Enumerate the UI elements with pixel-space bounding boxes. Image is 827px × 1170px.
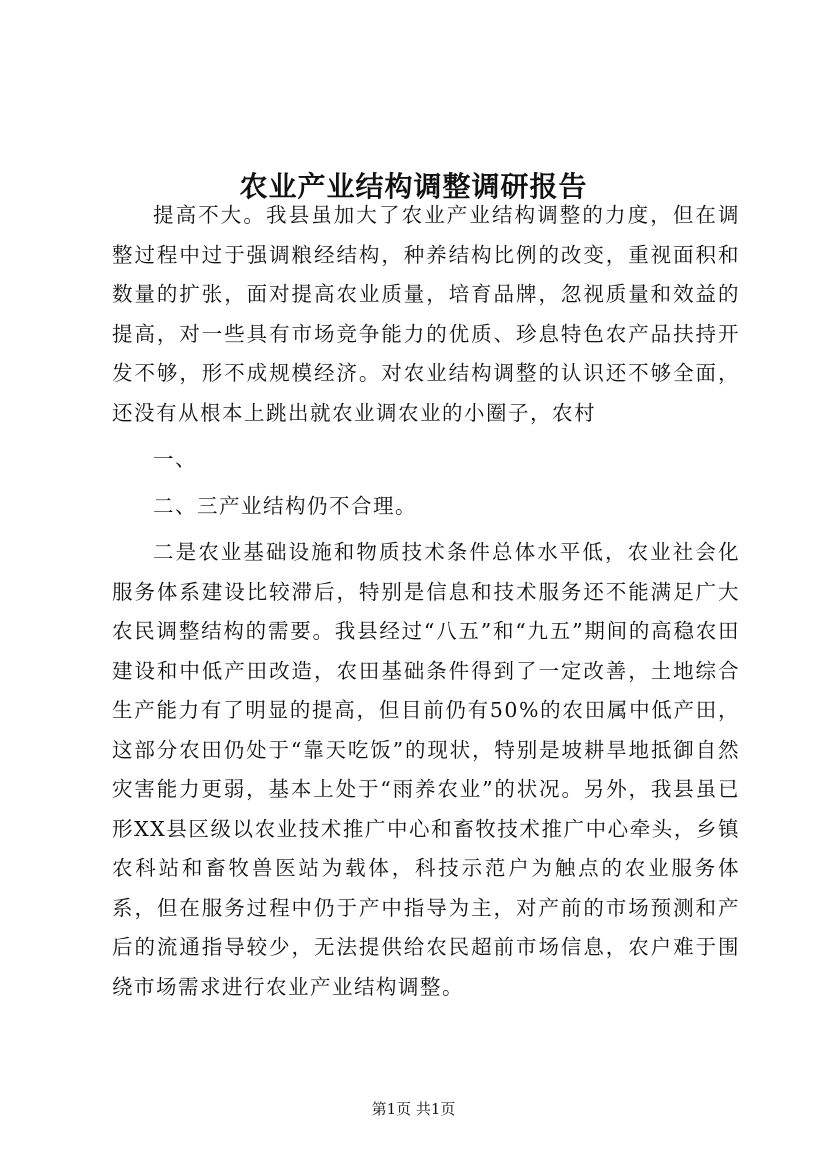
page-footer: 第1页 共1页 xyxy=(371,1100,456,1118)
page-title: 农业产业结构调整调研报告 xyxy=(239,169,588,203)
paragraph-3: 二、三产业结构仍不合理。 xyxy=(153,493,417,518)
paragraph-1: 提高不大。我县虽加大了农业产业结构调整的力度，但在调整过程中过于强调粮经结构，种养结构比例的改变，重视面积和数量的扩张，面对提高农业质量，培育品牌，忽视质量和效益的提高，对一些具有市场竞争能力的优质、珍息特色农产品扶持开发不够，形不成规模经济。对农业结构调整的认识还不够全面，还没有从根本上跳出就农业调农业的小圈子，农村 xyxy=(112,203,740,425)
paragraph-4: 二是农业基础设施和物质技术条件总体水平低，农业社会化服务体系建设比较滞后，特别是信息和技术服务还不能满足广大农民调整结构的需要。我县经过“八五”和“九五”期间的高稳农田建设和中低产田改造，农田基础条件得到了一定改善，土地综合生产能力有了明显的提高，但目前仍有50%的农田属中低产田，这部分农田仍处于“靠天吃饭”的现状，特别是坡耕旱地抵御自然灾害能力更弱，基本上处于“雨养农业”的状况。另外，我县虽已形XX县区级以农业技术推广中心和畜牧技术推广中心牵头，乡镇农科站和畜牧兽医站为载体，科技示范户为触点的农业服务体系，但在服务过程中仍于产中指导为主，对产前的市场预测和产后的流通指导较少，无法提供给农民超前市场信息，农户难于围绕市场需求进行农业产业结构调整。 xyxy=(112,540,740,999)
document-body xyxy=(112,196,740,1007)
paragraph-2: 一、 xyxy=(153,447,197,471)
